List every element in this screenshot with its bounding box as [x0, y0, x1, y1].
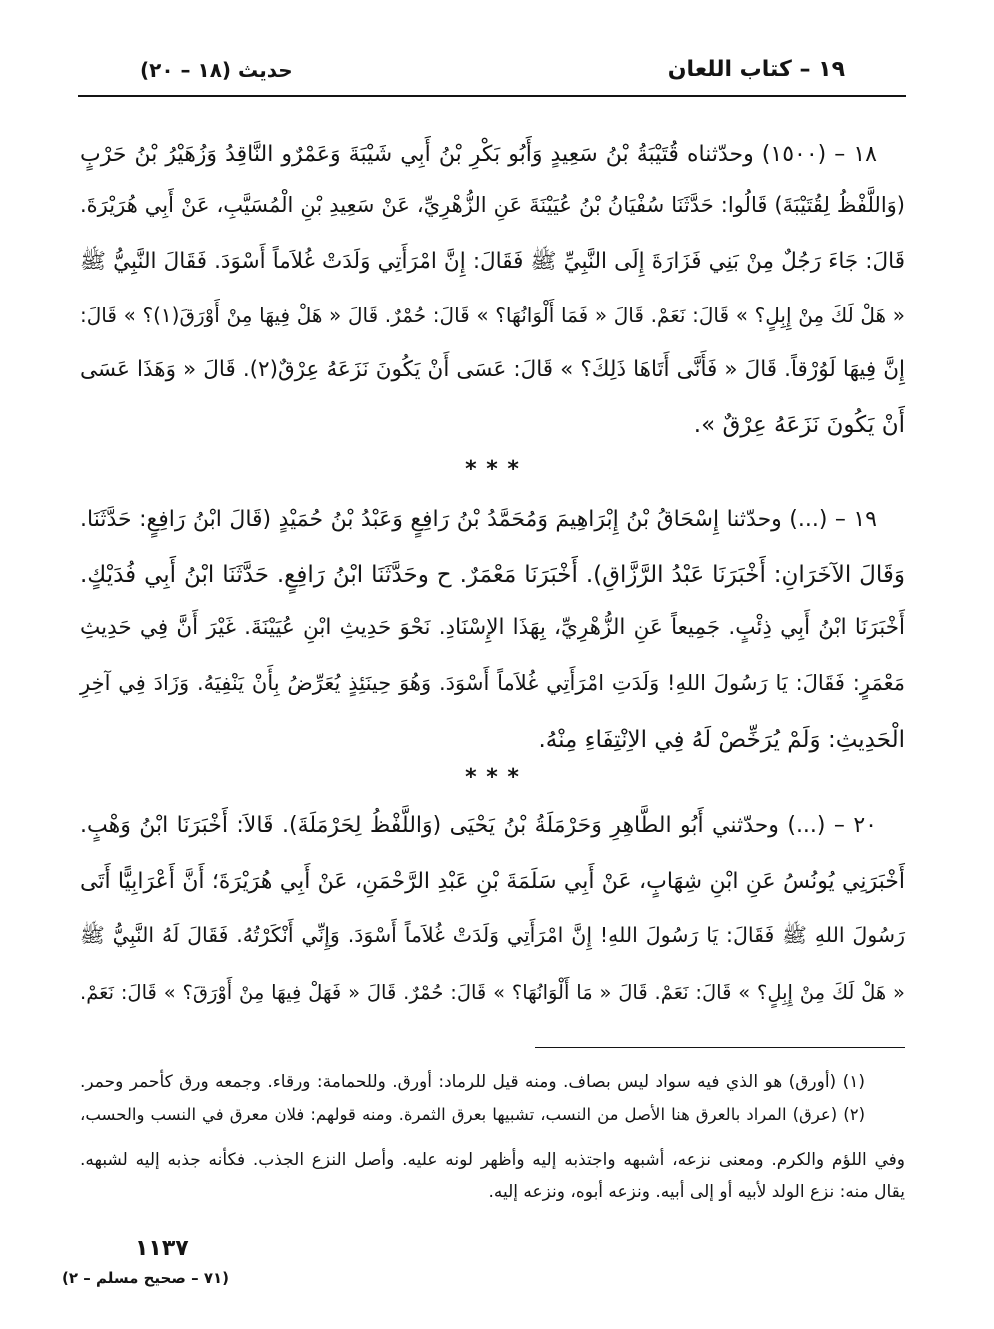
footnote-2-line-3: يقال منه: نزع الولد لأبيه أو إلى أبيه. ونزعه أبوه، ونزعه إليه.	[488, 1182, 905, 1202]
hadith-19-line-2: وَقَالَ الآخَرَانِ: أَخْبَرَنَا عَبْدُ الرَّزَّاقِ). أَخْبَرَنَا مَعْمَرٌ. ح وحَدَّثَنَا ابْنُ رَافِعٍ. حَدَّثَنَا ابْنُ أَبِي فُدَيْكٍ.	[80, 562, 905, 588]
section-separator: * * *	[465, 457, 520, 482]
running-header-hadith-range: حديث (١٨ – ٢٠)	[140, 58, 293, 82]
hadith-18-line-3: قَالَ: جَاءَ رَجُلٌ مِنْ بَنِي فَزَارَةَ إِلَى النَّبِيِّ ﷺ فَقَالَ: إِنَّ امْرَأَتِي وَلَدَتْ غُلاَماً أَسْوَدَ. فَقَالَ النَّبِيُّ ﷺ	[80, 249, 905, 274]
hadith-18-line-6: أَنْ يَكُونَ نَزَعَهُ عِرْقٌ ».	[693, 412, 905, 438]
hadith-20-line-1: ٢٠ – (...) وحدّثني أَبُو الطَّاهِرِ وَحَرْمَلَةُ بْنُ يَحْيَى (وَاللَّفْظُ لِحَرْمَلَةَ). قَالاَ: أَخْبَرَنَا ابْنُ وَهْبٍ.	[80, 813, 877, 838]
header-rule	[78, 95, 906, 97]
page-number: ١١٣٧	[135, 1236, 189, 1261]
hadith-18-line-4: « هَلْ لَكَ مِنْ إِبِلٍ؟ » قَالَ: نَعَمْ. قَالَ « فَمَا أَلْوَانُهَا؟ » قَالَ: حُمْرٌ. قَالَ « هَلْ فِيهَا مِنْ أَوْرَقَ(١)؟ » قَالَ:	[80, 303, 906, 327]
hadith-18-line-1: ١٨ – (١٥٠٠) وحدّثناه قُتَيْبَةُ بْنُ سَعِيدٍ وَأَبُو بَكْرِ بْنُ أَبِي شَيْبَةَ وَعَمْرٌو النَّاقِدُ وَزُهَيْرُ بْنُ حَرْبٍ	[80, 142, 877, 167]
hadith-19-line-4: مَعْمَرٍ: فَقَالَ: يَا رَسُولَ اللهِ! وَلَدَتِ امْرَأَتِي غُلاَماً أَسْوَدَ. وَهُوَ حِينَئِذٍ يُعَرِّضُ بِأَنْ يَنْفِيَهُ. وَزَادَ فِي آخِرِ	[80, 671, 905, 695]
footnote-2-line-2: وفي اللؤم والكرم. ومعنى نزعه، أشبهه واجتذبه إليه وأظهر لونه عليه. وأصل النزع الجذب. فكأنه جذبه إليه لشبهه.	[80, 1150, 905, 1170]
hadith-19-line-1: ١٩ – (...) وحدّثنا إِسْحَاقُ بْنُ إِبْرَاهِيمَ وَمُحَمَّدُ بْنُ رَافِعٍ وَعَبْدُ بْنُ حُمَيْدٍ (قَالَ ابْنُ رَافِعٍ: حَدَّثَنَا.	[80, 507, 877, 532]
hadith-20-line-4: « هَلْ لَكَ مِنْ إِبِلٍ؟ » قَالَ: نَعَمْ. قَالَ « مَا أَلْوَانُهَا؟ » قَالَ: حُمْرٌ. قَالَ « فَهَلْ فِيهَا مِنْ أَوْرَقَ؟ » قَالَ: نَعَمْ.	[80, 981, 905, 1004]
hadith-18-line-2: (وَاللَّفْظُ لِقُتَيْبَةَ) قَالُوا: حَدَّثَنَا سُفْيَانُ بْنُ عُيَيْنَةَ عَنِ الزُّهْرِيِّ، عَنْ سَعِيدِ بْنِ الْمُسَيَّبِ، عَنْ أَبِي هُرَيْرَةَ.	[80, 193, 905, 217]
hadith-20-line-2: أَخْبَرَنِي يُونُسُ عَنِ ابْنِ شِهَابٍ، عَنْ أَبِي سَلَمَةَ بْنِ عَبْدِ الرَّحْمَنِ، عَنْ أَبِي هُرَيْرَةَ؛ أَنَّ أَعْرَابِيًّا أَتَى	[80, 869, 905, 894]
printer-signature: (٧١ – صحيح مسلم – ٢)	[62, 1269, 229, 1287]
footnote-rule	[535, 1047, 905, 1048]
footnote-1: (١) (أورق) هو الذي فيه سواد ليس بصاف. ومنه قيل للرماد: أورق. وللحمامة: ورقاء. وجمعه ورق كأحمر وحمر.	[80, 1072, 865, 1092]
hadith-18-line-5: إِنَّ فِيهَا لَوُرْقاً. قَالَ « فَأَنَّى أَتَاهَا ذَلِكَ؟ » قَالَ: عَسَى أَنْ يَكُونَ نَزَعَهُ عِرْقٌ(٢). قَالَ « وَهَذَا عَسَى	[80, 357, 906, 382]
hadith-19-line-3: أَخْبَرَنَا ابْنُ أَبِي ذِئْبٍ. جَمِيعاً عَنِ الزُّهْرِيِّ، بِهَذَا الإِسْنَادِ. نَحْوَ حَدِيثِ ابْنِ عُيَيْنَةَ. غَيْرَ أَنَّ فِي حَدِيثِ	[80, 615, 905, 640]
hadith-19-line-5: الْحَدِيثِ: وَلَمْ يُرَخِّصْ لَهُ فِي الاِنْتِفَاءِ مِنْهُ.	[538, 727, 905, 753]
section-separator: * * *	[465, 765, 520, 790]
hadith-20-line-3: رَسُولَ اللهِ ﷺ فَقَالَ: يَا رَسُولَ اللهِ! إِنَّ امْرَأَتِي وَلَدَتْ غُلاَماً أَسْوَدَ. وَإِنِّي أَنْكَرْتُهُ. فَقَالَ لَهُ النَّبِيُّ ﷺ	[80, 923, 905, 947]
running-header-chapter: ١٩ – كتاب اللعان	[667, 57, 845, 82]
footnote-2-line-1: (٢) (عرق) المراد بالعرق هنا الأصل من النسب، تشبيها بعرق الثمرة. ومنه قولهم: فلان معرق في النسب والحسب،	[80, 1105, 865, 1124]
